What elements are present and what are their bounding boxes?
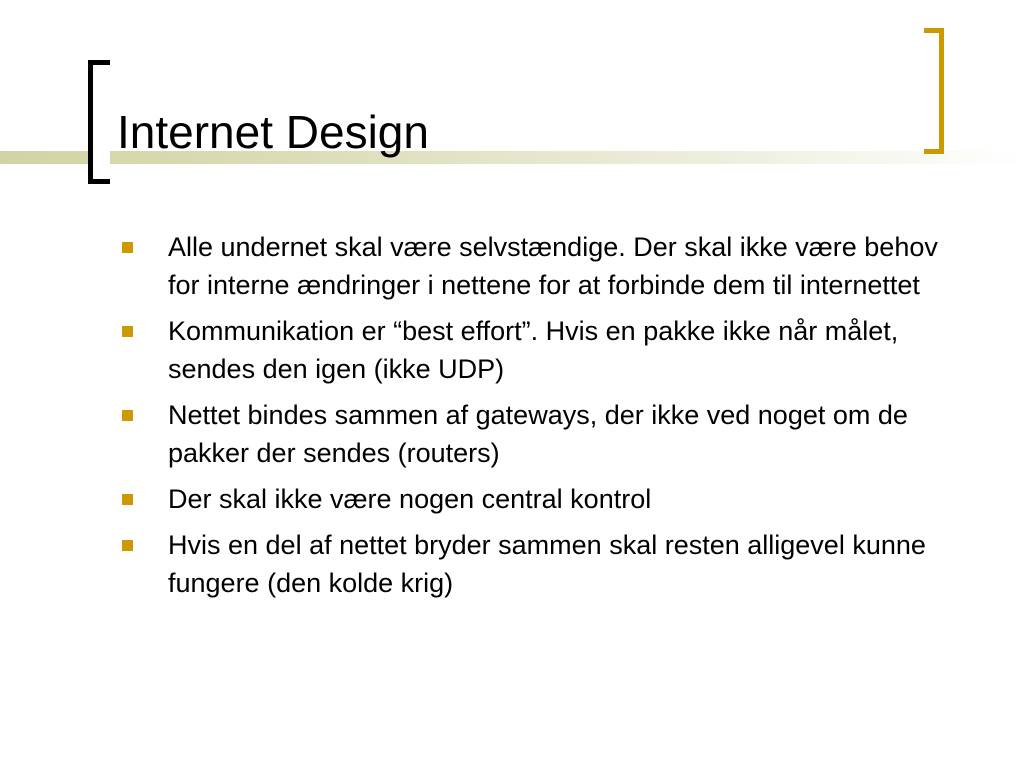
bullet-list [118, 228, 968, 610]
bullet-text: Alle undernet skal være selvstændige. Der skal ikke være behov for interne ændringer i nettene for at forbinde dem til internettet [168, 232, 938, 300]
bullet-text: Der skal ikke være nogen central kontrol [168, 484, 652, 514]
bullet-item [118, 396, 968, 472]
bullet-item [118, 526, 968, 602]
bullet-item [118, 312, 968, 388]
bullet-text: Hvis en del af nettet bryder sammen skal resten alligevel kunne fungere (den kolde krig) [168, 530, 926, 598]
square-bullet-icon [122, 410, 133, 421]
square-bullet-icon [122, 494, 133, 505]
square-bullet-icon [122, 326, 133, 337]
bullet-text: Kommunikation er “best effort”. Hvis en pakke ikke når målet, sendes den igen (ikke UDP) [168, 316, 899, 384]
left-bracket-decoration [88, 60, 110, 184]
bullet-item [118, 228, 968, 304]
right-bracket-decoration [924, 28, 944, 154]
bullet-item [118, 480, 968, 518]
slide-title: Internet Design [117, 106, 429, 158]
bullet-text: Nettet bindes sammen af gateways, der ikke ved noget om de pakker der sendes (routers) [168, 400, 908, 468]
square-bullet-icon [122, 242, 133, 253]
square-bullet-icon [122, 540, 133, 551]
